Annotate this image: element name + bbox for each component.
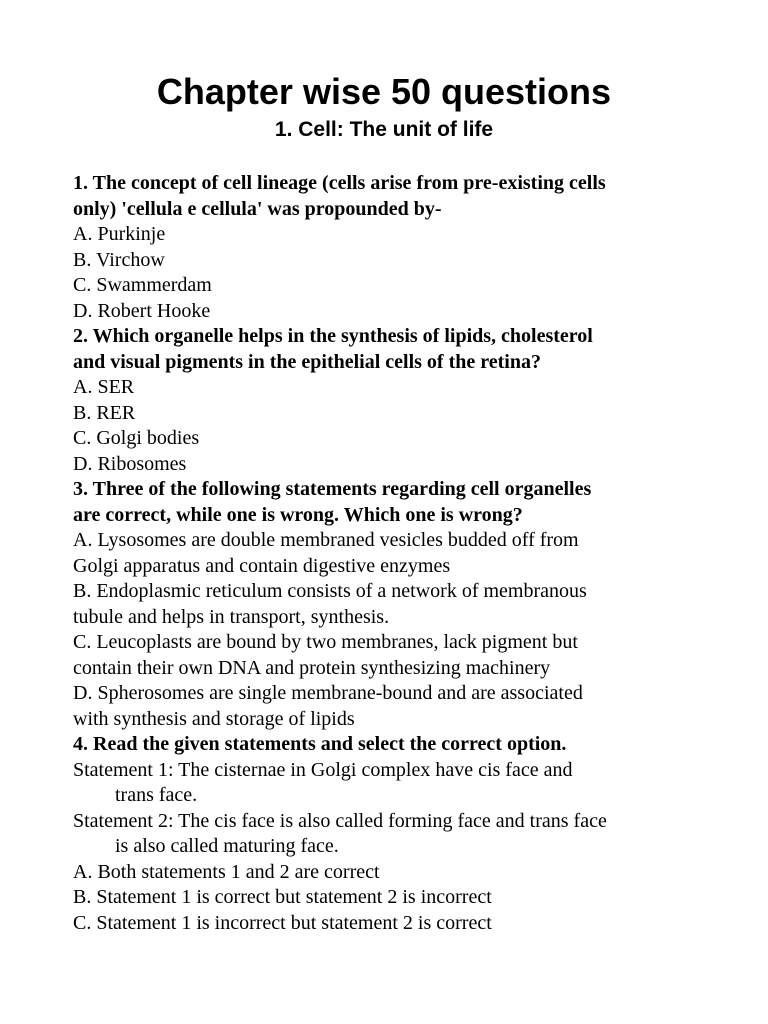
- question-4-text: 4. Read the given statements and select the correct option.: [73, 733, 567, 755]
- question-3-option-c-line-1: C. Leucoplasts are bound by two membranes, lack pigment but: [73, 631, 578, 653]
- question-1-option-d: D. Robert Hooke: [73, 299, 211, 322]
- question-2-option-c: C. Golgi bodies: [73, 427, 200, 449]
- question-4-option-c: C. Statement 1 is incorrect but statement 2 is correct: [73, 911, 492, 934]
- question-2-text-line-2: and visual pigments in the epithelial cells of the retina?: [73, 350, 541, 373]
- question-4-statement-2-line-2: is also called maturing face.: [115, 835, 339, 857]
- question-4-statement-1-line-1: Statement 1: The cisternae in Golgi complex have cis face and: [73, 758, 573, 781]
- question-2-option-d: D. Ribosomes: [73, 452, 187, 475]
- question-3-option-d-line-2: with synthesis and storage of lipids: [73, 707, 355, 730]
- question-2-text-line-1: 2. Which organelle helps in the synthesis of lipids, cholesterol: [73, 325, 593, 347]
- question-3-option-c-line-2: contain their own DNA and protein synthesizing machinery: [73, 656, 551, 679]
- question-4-option-a: A. Both statements 1 and 2 are correct: [73, 860, 380, 883]
- question-4-option-b: B. Statement 1 is correct but statement 2 is incorrect: [73, 886, 492, 908]
- question-3-option-d-line-1: D. Spherosomes are single membrane-bound and are associated: [73, 682, 583, 704]
- question-2-option-a: A. SER: [73, 376, 135, 398]
- question-3-text-line-2: are correct, while one is wrong. Which one is wrong?: [73, 503, 523, 526]
- question-4-statement-2-line-1: Statement 2: The cis face is also called forming face and trans face: [73, 809, 607, 832]
- question-3-option-b-line-1: B. Endoplasmic reticulum consists of a network of membranous: [73, 580, 587, 602]
- question-1-option-a: A. Purkinje: [73, 223, 166, 245]
- question-1-text-line-2: only) 'cellula e cellula' was propounded by-: [73, 197, 442, 220]
- question-3-text-line-1: 3. Three of the following statements regarding cell organelles: [73, 478, 592, 500]
- question-3-option-b-line-2: tubule and helps in transport, synthesis.: [73, 605, 390, 628]
- question-2-option-b: B. RER: [73, 401, 136, 424]
- question-3-option-a-line-2: Golgi apparatus and contain digestive enzymes: [73, 554, 451, 577]
- question-4-statement-1-line-2: trans face.: [115, 784, 198, 806]
- chapter-subtitle: 1. Cell: The unit of life: [274, 118, 494, 141]
- question-3-option-a-line-1: A. Lysosomes are double membraned vesicles budded off from: [73, 529, 579, 551]
- question-list: [73, 171, 713, 936]
- question-1-text-line-1: 1. The concept of cell lineage (cells arise from pre-existing cells: [73, 172, 606, 194]
- question-1-option-b: B. Virchow: [73, 248, 165, 271]
- page-title: Chapter wise 50 questions: [156, 71, 612, 112]
- question-1-option-c: C. Swammerdam: [73, 274, 212, 296]
